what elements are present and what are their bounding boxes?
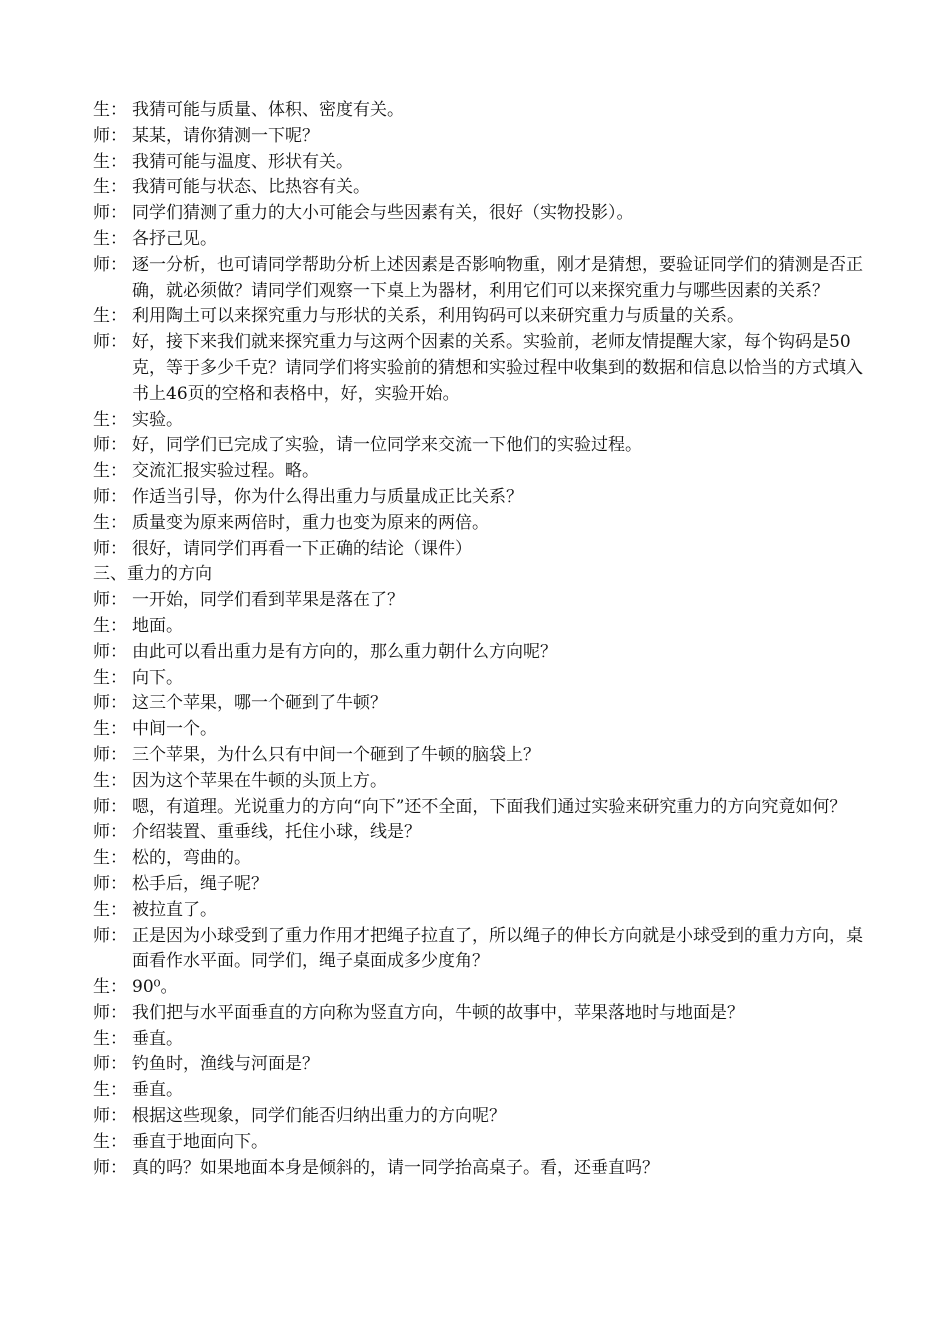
dialogue-line: [93, 975, 873, 1001]
dialogue-line: [93, 640, 873, 666]
dialogue-line: [93, 459, 873, 485]
speaker-label: 师：: [93, 744, 127, 765]
dialogue-line: [93, 433, 873, 459]
dialogue-line: [93, 769, 873, 795]
speaker-label: 生：: [93, 461, 127, 482]
dialogue-text: 中间一个。: [132, 719, 217, 740]
dialogue-text: 松的，弯曲的。: [132, 848, 251, 869]
dialogue-line: [93, 795, 873, 821]
dialogue-text: 各抒己见。: [132, 228, 217, 249]
dialogue-text: 三个苹果，为什么只有中间一个砸到了牛顿的脑袋上？: [132, 744, 540, 765]
speaker-label: 生：: [93, 615, 127, 636]
document-page: [93, 98, 873, 1181]
speaker-label: 生：: [93, 1028, 127, 1049]
dialogue-line: [93, 175, 873, 201]
dialogue-line: [93, 1001, 873, 1027]
speaker-label: 生：: [93, 177, 127, 198]
dialogue-text: 我猜可能与状态、比热容有关。: [132, 177, 370, 198]
dialogue-text: 松手后，绳子呢？: [132, 873, 268, 894]
speaker-label: 生：: [93, 409, 127, 430]
dialogue-line: [93, 614, 873, 640]
speaker-label: 师：: [93, 925, 127, 946]
dialogue-line: [93, 1156, 873, 1182]
speaker-label: 生：: [93, 899, 127, 920]
dialogue-text: 作适当引导，你为什么得出重力与质量成正比关系？: [132, 486, 523, 507]
dialogue-line: [93, 537, 873, 563]
speaker-label: 师：: [93, 693, 127, 714]
section-heading: [93, 562, 873, 588]
speaker-label: 师：: [93, 203, 127, 224]
speaker-label: 师：: [93, 641, 127, 662]
dialogue-text: 一开始，同学们看到苹果是落在了？: [132, 590, 404, 611]
dialogue-text: 质量变为原来两倍时，重力也变为原来的两倍。: [132, 512, 489, 533]
speaker-label: 师：: [93, 1106, 127, 1127]
dialogue-text: 垂直。: [132, 1028, 183, 1049]
dialogue-text: 钓鱼时，渔线与河面是？: [132, 1054, 319, 1075]
dialogue-text: 向下。: [132, 667, 183, 688]
speaker-label: 生：: [93, 770, 127, 791]
dialogue-text: 由此可以看出重力是有方向的，那么重力朝什么方向呢？: [132, 641, 557, 662]
dialogue-text: 垂直。: [132, 1080, 183, 1101]
section-heading-text: 三、重力的方向: [93, 564, 212, 585]
dialogue-line: [93, 1078, 873, 1104]
speaker-label: 师：: [93, 1054, 127, 1075]
dialogue-text: 被拉直了。: [132, 899, 217, 920]
dialogue-line: [93, 227, 873, 253]
speaker-label: 师：: [93, 822, 127, 843]
dialogue-text: 真的吗？如果地面本身是倾斜的，请一同学抬高桌子。看，还垂直吗？: [132, 1157, 659, 1178]
dialogue-line: [93, 511, 873, 537]
speaker-label: 师：: [93, 1157, 127, 1178]
dialogue-line: [93, 150, 873, 176]
speaker-label: 生：: [93, 306, 127, 327]
speaker-label: 师：: [93, 125, 127, 146]
speaker-label: 师：: [93, 486, 127, 507]
speaker-label: 生：: [93, 977, 127, 998]
dialogue-line: [93, 98, 873, 124]
speaker-label: 生：: [93, 1080, 127, 1101]
dialogue-text: 这三个苹果，哪一个砸到了牛顿？: [132, 693, 387, 714]
dialogue-line: [93, 924, 873, 976]
dialogue-line: [93, 588, 873, 614]
dialogue-text: 嗯，有道理。光说重力的方向“向下”还不全面，下面我们通过实验来研究重力的方向究竟如何？: [132, 796, 847, 817]
dialogue-text: 利用陶土可以来探究重力与形状的关系，利用钩码可以来研究重力与质量的关系。: [132, 306, 744, 327]
speaker-label: 师：: [93, 254, 127, 275]
dialogue-line: [93, 1052, 873, 1078]
speaker-label: 生：: [93, 151, 127, 172]
dialogue-text: 垂直于地面向下。: [132, 1131, 268, 1152]
dialogue-text: 同学们猜测了重力的大小可能会与些因素有关，很好（实物投影）。: [132, 203, 634, 224]
dialogue-line: [93, 330, 873, 407]
speaker-label: 师：: [93, 796, 127, 817]
dialogue-line: [93, 1104, 873, 1130]
dialogue-line: [93, 666, 873, 692]
dialogue-text: 我猜可能与温度、形状有关。: [132, 151, 353, 172]
dialogue-line: [93, 201, 873, 227]
dialogue-line: [93, 253, 873, 305]
dialogue-text: 交流汇报实验过程。略。: [132, 461, 319, 482]
dialogue-line: [93, 872, 873, 898]
speaker-label: 生：: [93, 100, 127, 120]
dialogue-text: 90⁰。: [132, 977, 178, 998]
dialogue-line: [93, 408, 873, 434]
dialogue-line: [93, 485, 873, 511]
dialogue-text: 因为这个苹果在牛顿的头顶上方。: [132, 770, 387, 791]
dialogue-text: 某某，请你猜测一下呢？: [132, 125, 319, 146]
dialogue-text: 我们把与水平面垂直的方向称为竖直方向，牛顿的故事中，苹果落地时与地面是？: [132, 1002, 744, 1023]
dialogue-line: [93, 717, 873, 743]
dialogue-line: [93, 820, 873, 846]
dialogue-line: [93, 1027, 873, 1053]
speaker-label: 师：: [93, 332, 127, 353]
speaker-label: 生：: [93, 667, 127, 688]
speaker-label: 师：: [93, 538, 127, 559]
speaker-label: 生：: [93, 1131, 127, 1152]
dialogue-text: 正是因为小球受到了重力作用才把绳子拉直了，所以绳子的伸长方向就是小球受到的重力方向，桌面看作水平面。同学们，绳子桌面成多少度角？: [132, 925, 863, 972]
dialogue-line: [93, 846, 873, 872]
speaker-label: 生：: [93, 848, 127, 869]
dialogue-line: [93, 898, 873, 924]
speaker-label: 师：: [93, 590, 127, 611]
dialogue-text: 我猜可能与质量、体积、密度有关。: [132, 100, 404, 120]
speaker-label: 生：: [93, 719, 127, 740]
dialogue-text: 好，同学们已完成了实验，请一位同学来交流一下他们的实验过程。: [132, 435, 642, 456]
dialogue-line: [93, 691, 873, 717]
dialogue-text: 介绍装置、重垂线，托住小球，线是？: [132, 822, 421, 843]
speaker-label: 师：: [93, 435, 127, 456]
dialogue-text: 实验。: [132, 409, 183, 430]
dialogue-text: 逐一分析，也可请同学帮助分析上述因素是否影响物重，刚才是猜想，要验证同学们的猜测是否正确，就必须做？请同学们观察一下桌上为器材，利用它们可以来探究重力与哪些因素的关系？: [132, 254, 863, 301]
speaker-label: 师：: [93, 873, 127, 894]
dialogue-text: 很好，请同学们再看一下正确的结论（课件）: [132, 538, 472, 559]
dialogue-line: [93, 743, 873, 769]
dialogue-text: 地面。: [132, 615, 183, 636]
dialogue-text: 好，接下来我们就来探究重力与这两个因素的关系。实验前，老师友情提醒大家，每个钩码是50克，等于多少千克？请同学们将实验前的猜想和实验过程中收集到的数据和信息以恰当的方式填入书上46页的空格和表格中，好，实验开始。: [132, 332, 863, 404]
dialogue-text: 根据这些现象，同学们能否归纳出重力的方向呢？: [132, 1106, 506, 1127]
speaker-label: 生：: [93, 228, 127, 249]
dialogue-line: [93, 124, 873, 150]
speaker-label: 生：: [93, 512, 127, 533]
dialogue-line: [93, 304, 873, 330]
dialogue-line: [93, 1130, 873, 1156]
speaker-label: 师：: [93, 1002, 127, 1023]
